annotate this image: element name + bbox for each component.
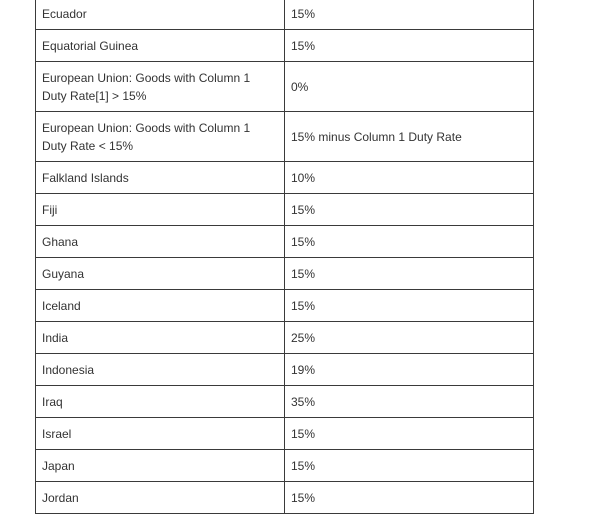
table-row xyxy=(36,450,534,482)
rate-cell: 35% xyxy=(285,386,534,418)
country-cell: European Union: Goods with Column 1 Duty Rate < 15% xyxy=(36,112,285,162)
tariff-rates-table xyxy=(35,0,534,514)
table-row xyxy=(36,258,534,290)
country-cell: Falkland Islands xyxy=(36,162,285,194)
table-row xyxy=(36,290,534,322)
rate-cell: 15% xyxy=(285,194,534,226)
table-row xyxy=(36,62,534,112)
country-cell: Guyana xyxy=(36,258,285,290)
country-cell: Equatorial Guinea xyxy=(36,30,285,62)
table-row xyxy=(36,418,534,450)
country-cell: Japan xyxy=(36,450,285,482)
country-cell: Ghana xyxy=(36,226,285,258)
table-row xyxy=(36,30,534,62)
country-cell: Iceland xyxy=(36,290,285,322)
rate-cell: 25% xyxy=(285,322,534,354)
rate-cell: 15% xyxy=(285,482,534,514)
rate-cell: 15% xyxy=(285,0,534,30)
tariff-table-container xyxy=(35,0,534,514)
table-row xyxy=(36,482,534,514)
rate-cell: 15% minus Column 1 Duty Rate xyxy=(285,112,534,162)
rate-cell: 10% xyxy=(285,162,534,194)
rate-cell: 0% xyxy=(285,62,534,112)
table-row xyxy=(36,112,534,162)
table-row xyxy=(36,194,534,226)
country-cell: European Union: Goods with Column 1 Duty Rate[1] > 15% xyxy=(36,62,285,112)
country-cell: India xyxy=(36,322,285,354)
rate-cell: 15% xyxy=(285,226,534,258)
table-row xyxy=(36,322,534,354)
table-row xyxy=(36,162,534,194)
country-cell: Indonesia xyxy=(36,354,285,386)
rate-cell: 15% xyxy=(285,258,534,290)
rate-cell: 15% xyxy=(285,418,534,450)
rate-cell: 19% xyxy=(285,354,534,386)
country-cell: Fiji xyxy=(36,194,285,226)
table-row xyxy=(36,386,534,418)
rate-cell: 15% xyxy=(285,30,534,62)
country-cell: Ecuador xyxy=(36,0,285,30)
country-cell: Jordan xyxy=(36,482,285,514)
country-cell: Israel xyxy=(36,418,285,450)
country-cell: Iraq xyxy=(36,386,285,418)
table-row xyxy=(36,354,534,386)
rate-cell: 15% xyxy=(285,290,534,322)
table-row xyxy=(36,0,534,30)
rate-cell: 15% xyxy=(285,450,534,482)
table-row xyxy=(36,226,534,258)
